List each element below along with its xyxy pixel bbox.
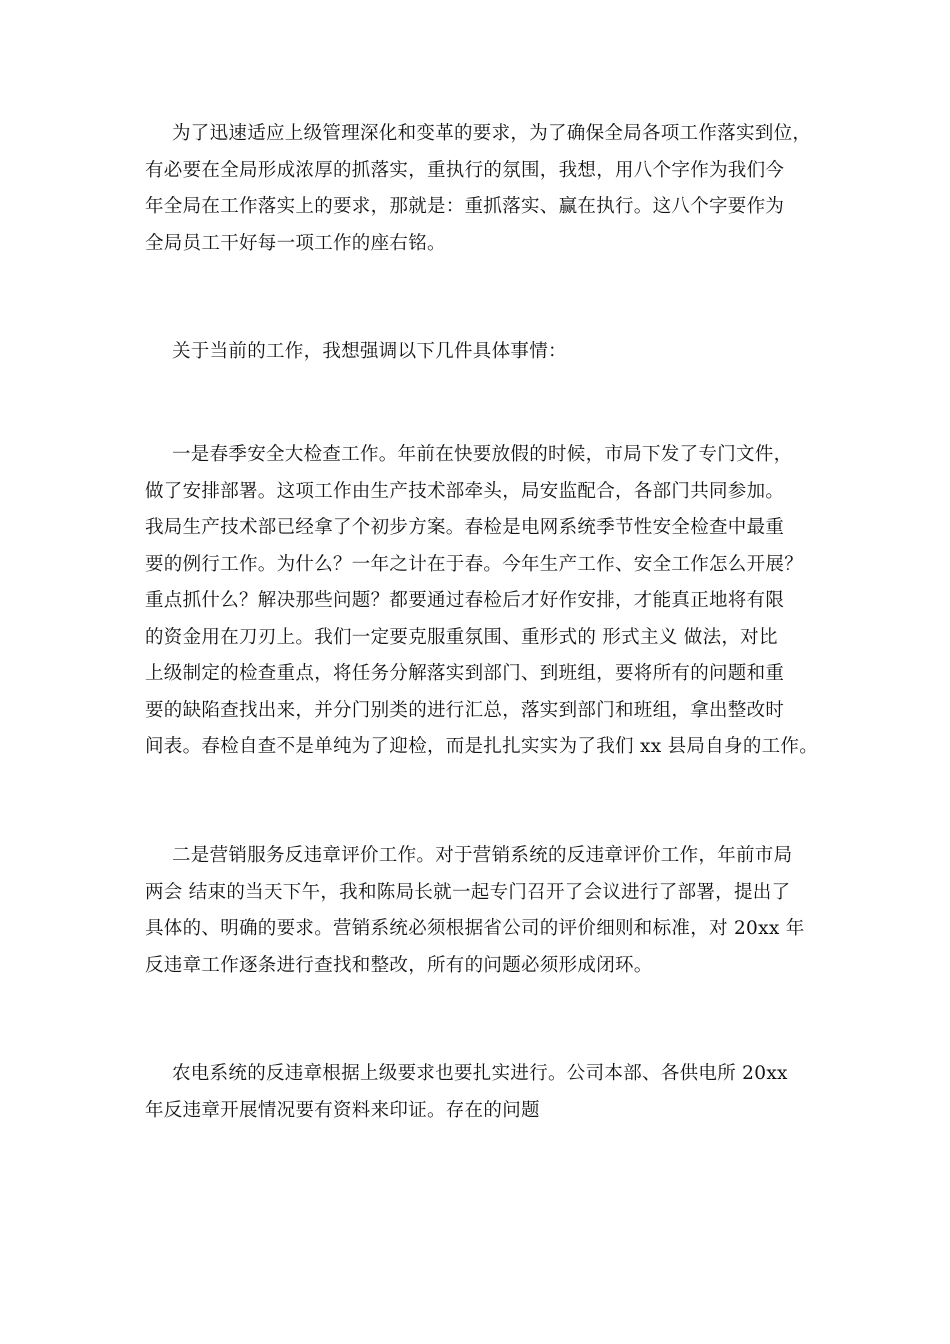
- text-line: 年反违章开展情况要有资料来印证。存在的问题: [145, 1099, 540, 1121]
- text-line: 一是春季安全大检查工作。年前在快要放假的时候，市局下发了专门文件，: [172, 444, 793, 465]
- text-line: 做了安排部署。这项工作由生产技术部牵头，局安监配合，各部门共同参加。: [145, 480, 785, 502]
- paragraph-5: [145, 1056, 788, 1129]
- text-line: 间表。春检自查不是单纯为了迎检，而是扎扎实实为了我们 xx 县局自身的工作。: [145, 736, 819, 757]
- text-line: 的资金用在刀刃上。我们一定要克服重氛围、重形式的 形式主义 做法，对比: [145, 626, 778, 648]
- text-line: 全局员工干好每一项工作的座右铭。: [145, 232, 446, 254]
- text-line: 要的例行工作。为什么？一年之计在于春。今年生产工作、安全工作怎么开展？: [145, 553, 804, 575]
- text-line: 有必要在全局形成浓厚的抓落实，重执行的氛围，我想，用八个字作为我们今: [145, 159, 785, 181]
- text-line: 关于当前的工作，我想强调以下几件具体事情：: [172, 341, 567, 362]
- text-line: 具体的、明确的要求。营销系统必须根据省公司的评价细则和标准，对 20xx 年: [145, 918, 805, 939]
- text-line: 上级制定的检查重点，将任务分解落实到部门、到班组，要将所有的问题和重: [145, 663, 785, 684]
- text-line: 我局生产技术部已经拿了个初步方案。春检是电网系统季节性安全检查中最重: [145, 517, 785, 538]
- text-line: 年全局在工作落实上的要求，那就是：重抓落实、赢在执行。这八个字要作为: [145, 196, 785, 217]
- paragraph-4: [145, 838, 805, 984]
- text-line: 二是营销服务反违章评价工作。对于营销系统的反违章评价工作，年前市局: [172, 845, 793, 866]
- text-line: 反违章工作逐条进行查找和整改，所有的问题必须形成闭环。: [145, 954, 653, 976]
- text-line: 农电系统的反违章根据上级要求也要扎实进行。公司本部、各供电所 20xx: [172, 1063, 788, 1084]
- paragraph-1: [145, 116, 811, 262]
- paragraph-2: [145, 334, 567, 371]
- text-line: 要的缺陷查找出来，并分门别类的进行汇总，落实到部门和班组，拿出整改时: [145, 699, 785, 721]
- text-line: 重点抓什么？解决那些问题？都要通过春检后才好作安排，才能真正地将有限: [145, 590, 785, 611]
- text-line: 两会 结束的当天下午，我和陈局长就一起专门召开了会议进行了部署，提出了: [145, 881, 791, 903]
- paragraph-3: [145, 437, 818, 766]
- text-line: 为了迅速适应上级管理深化和变革的要求，为了确保全局各项工作落实到位，: [172, 123, 812, 144]
